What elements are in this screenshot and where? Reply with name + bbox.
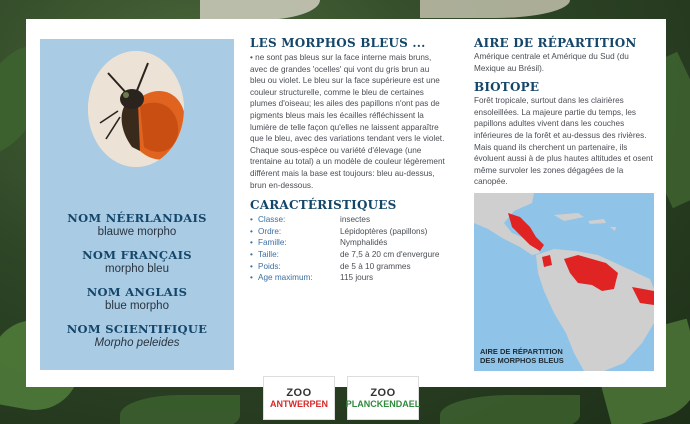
zoo-antwerpen-logo: [263, 376, 335, 420]
characteristic-value: de 7,5 à 20 cm d'envergure: [340, 249, 440, 259]
leaf-decoration: [200, 0, 320, 20]
leaf-decoration: [440, 395, 580, 424]
name-block-dutch: [40, 212, 234, 239]
biotope-text: Forêt tropicale, surtout dans les clairières ensoleillées. La majeure partie du temps, les papillons adultes vivent dans les couches inférieures de la forêt et au-dessus des rivières. Mais quand ils cherchent un partenaire, ils évoluent aussi à de plus hautes altitudes et osent même survoler les zones dégagées de la canopée.: [474, 96, 653, 187]
section-heading-characteristics: CARACTÉRISTIQUES: [250, 198, 397, 213]
name-block-scientific: [40, 323, 234, 350]
characteristic-key: • Age maximum:: [250, 272, 340, 284]
logo-zoo-text: ZOO: [286, 386, 312, 399]
characteristic-key: • Taille:: [250, 249, 340, 261]
map-caption-line: AIRE DE RÉPARTITION: [480, 347, 563, 356]
map-caption-line: DES MORPHOS BLEUS: [480, 356, 564, 365]
name-label: NOM SCIENTIFIQUE: [66, 322, 208, 336]
description-column: [250, 36, 446, 284]
characteristic-key: • Famille:: [250, 237, 340, 249]
butterfly-photo: [88, 51, 184, 167]
name-label: NOM FRANÇAIS: [82, 248, 192, 262]
leaf-decoration: [420, 0, 570, 18]
map-illustration: [474, 193, 654, 371]
characteristic-key: • Ordre:: [250, 226, 340, 238]
logo-name: ANTWERPEN: [270, 398, 328, 409]
characteristic-key: • Poids:: [250, 261, 340, 273]
characteristic-value: insectes: [340, 215, 371, 225]
characteristic-value: Lépidoptères (papillons): [340, 226, 428, 236]
characteristic-row: [250, 214, 446, 226]
characteristic-value: 115 jours: [340, 273, 374, 283]
name-value: morpho bleu: [105, 263, 169, 275]
characteristic-row: [250, 249, 446, 261]
range-text: Amérique centrale et Amérique du Sud (du Mexique au Brésil).: [474, 52, 629, 73]
logo-strip: [263, 376, 419, 420]
name-value: Morpho peleides: [94, 337, 180, 349]
name-block-french: [40, 249, 234, 276]
characteristic-value: de 5 à 10 grammes: [340, 261, 411, 271]
leaf-decoration: [120, 395, 240, 424]
range-column: [474, 36, 658, 188]
logo-name: PLANCKENDAEL: [345, 398, 421, 409]
logo-zoo-text: ZOO: [370, 386, 396, 399]
characteristics-list: [250, 214, 446, 284]
name-label: NOM ANGLAIS: [86, 285, 188, 299]
description-text: • ne sont pas bleus sur la face interne mais bruns, avec de grandes 'ocelles' qui vont du gris brun au bleu ou violet. Le bleu sur la face supérieure est une couleur structurelle, comme le bleu de certaines plumes d'oiseau; les ailes des papillons n'ont pas de pigments bleus mais les écailles réfléchissent la lumière de telle façon qu'elles ne laissent apparaître que le bleu, avec des variations tendant vers le violet. Chaque sous-espèce ou variété d'élevage (une trentaine au total) a un modèle de couleur légèrement différent mais la base est toujours: bleu au-dessus, brun en-dessous.: [250, 53, 445, 190]
zoo-planckendael-logo: [347, 376, 419, 420]
section-heading-biotope: BIOTOPE: [474, 80, 540, 95]
name-value: blue morpho: [105, 300, 169, 312]
name-value: blauwe morpho: [97, 226, 177, 238]
butterfly-illustration: [88, 51, 184, 167]
section-heading-morphos: LES MORPHOS BLEUS ...: [250, 36, 426, 50]
names-panel: [40, 39, 234, 370]
characteristic-key: • Classe:: [250, 214, 340, 226]
distribution-map: [474, 193, 654, 371]
characteristic-value: Nymphalidés: [340, 238, 388, 248]
section-heading-range: AIRE DE RÉPARTITION: [474, 36, 637, 50]
info-card: [26, 19, 666, 387]
name-block-english: [40, 286, 234, 313]
characteristic-row: [250, 237, 446, 249]
name-label: NOM NÉERLANDAIS: [67, 211, 207, 225]
characteristic-row: [250, 261, 446, 273]
characteristic-row: [250, 272, 446, 284]
characteristic-row: [250, 226, 446, 238]
names-list: [40, 212, 234, 360]
map-caption: [480, 347, 564, 365]
